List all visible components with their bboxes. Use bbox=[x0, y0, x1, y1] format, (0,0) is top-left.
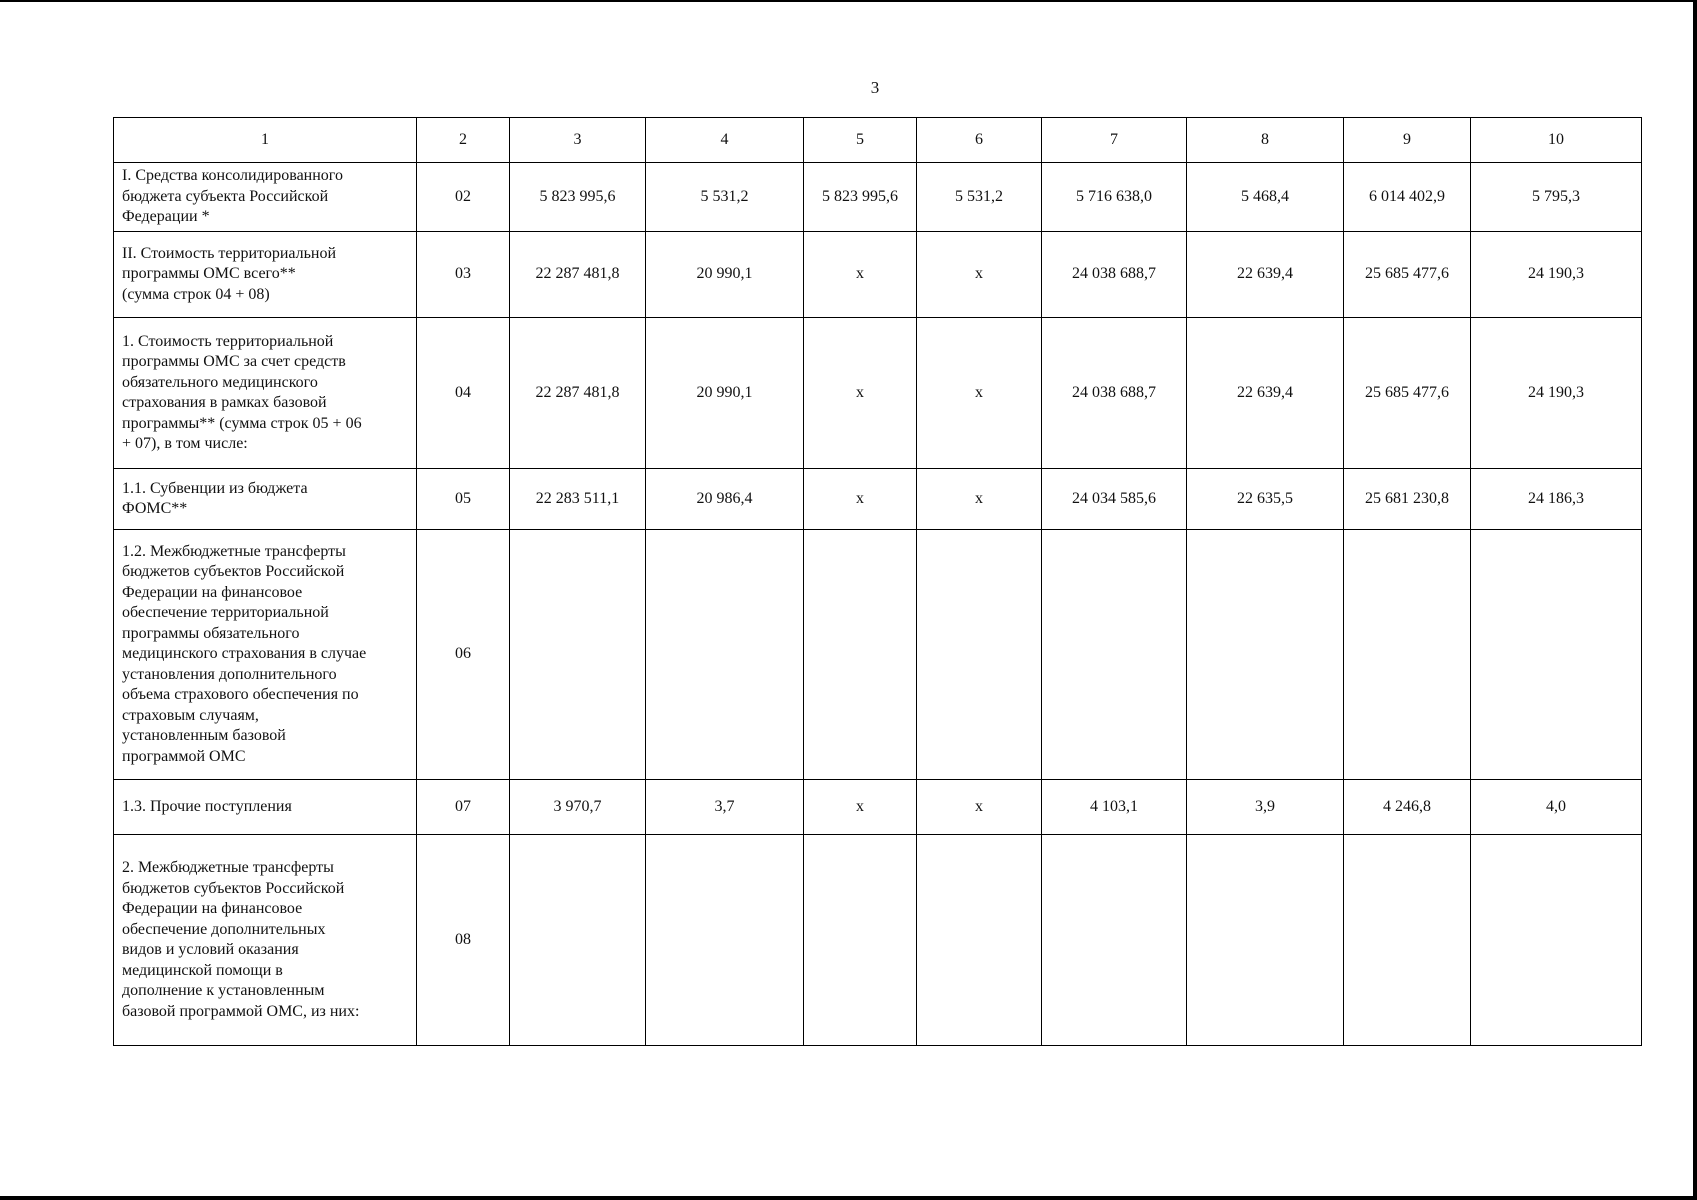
row-code: 06 bbox=[417, 530, 510, 780]
table-row bbox=[114, 318, 1642, 469]
value-cell: 3,9 bbox=[1187, 780, 1344, 835]
value-cell bbox=[1042, 835, 1187, 1046]
value-cell: 25 685 477,6 bbox=[1344, 318, 1471, 469]
value-cell bbox=[804, 835, 917, 1046]
table-row bbox=[114, 163, 1642, 232]
page-number: 3 bbox=[870, 78, 880, 97]
header-cell: 2 bbox=[417, 118, 510, 163]
row-code: 04 bbox=[417, 318, 510, 469]
row-label: II. Стоимость территориальной программы ОМС всего** (сумма строк 04 + 08) bbox=[114, 232, 417, 318]
value-cell: 24 190,3 bbox=[1471, 232, 1642, 318]
value-cell bbox=[646, 530, 804, 780]
value-cell: 22 639,4 bbox=[1187, 318, 1344, 469]
value-cell: 25 681 230,8 bbox=[1344, 469, 1471, 530]
value-cell bbox=[1471, 835, 1642, 1046]
table-row bbox=[114, 469, 1642, 530]
value-cell: 22 287 481,8 bbox=[510, 232, 646, 318]
table-row bbox=[114, 530, 1642, 780]
header-cell: 4 bbox=[646, 118, 804, 163]
value-cell bbox=[1344, 835, 1471, 1046]
value-cell: 22 283 511,1 bbox=[510, 469, 646, 530]
value-cell: х bbox=[804, 318, 917, 469]
scan-border-right bbox=[1693, 0, 1697, 1200]
row-label: 1. Стоимость территориальной программы ОМС за счет средств обязательного медицинского страхования в рамках базовой программы** (сумма строк 05 + 06 + 07), в том числе: bbox=[114, 318, 417, 469]
value-cell: 20 986,4 bbox=[646, 469, 804, 530]
value-cell: х bbox=[804, 469, 917, 530]
value-cell bbox=[1042, 530, 1187, 780]
header-cell: 10 bbox=[1471, 118, 1642, 163]
value-cell: 5 468,4 bbox=[1187, 163, 1344, 232]
value-cell bbox=[804, 530, 917, 780]
header-cell: 6 bbox=[917, 118, 1042, 163]
value-cell bbox=[1471, 530, 1642, 780]
header-cell: 8 bbox=[1187, 118, 1344, 163]
value-cell bbox=[646, 835, 804, 1046]
value-cell bbox=[917, 530, 1042, 780]
value-cell: 24 186,3 bbox=[1471, 469, 1642, 530]
financial-table bbox=[113, 117, 1642, 1046]
value-cell: х bbox=[917, 469, 1042, 530]
value-cell: 22 635,5 bbox=[1187, 469, 1344, 530]
value-cell: 3 970,7 bbox=[510, 780, 646, 835]
value-cell: х bbox=[804, 232, 917, 318]
table-row bbox=[114, 835, 1642, 1046]
value-cell: 22 287 481,8 bbox=[510, 318, 646, 469]
value-cell: 20 990,1 bbox=[646, 232, 804, 318]
row-code: 05 bbox=[417, 469, 510, 530]
value-cell: 5 716 638,0 bbox=[1042, 163, 1187, 232]
value-cell bbox=[1187, 835, 1344, 1046]
value-cell: 5 823 995,6 bbox=[510, 163, 646, 232]
row-label: 2. Межбюджетные трансферты бюджетов субъектов Российской Федерации на финансовое обеспечение дополнительных видов и условий оказания медицинской помощи в дополнение к установленным базовой программой ОМС, из них: bbox=[114, 835, 417, 1046]
header-cell: 7 bbox=[1042, 118, 1187, 163]
scan-border-bottom bbox=[0, 1196, 1697, 1200]
value-cell: 4 246,8 bbox=[1344, 780, 1471, 835]
value-cell: х bbox=[917, 780, 1042, 835]
value-cell bbox=[1344, 530, 1471, 780]
row-code: 02 bbox=[417, 163, 510, 232]
value-cell: 3,7 bbox=[646, 780, 804, 835]
header-cell: 3 bbox=[510, 118, 646, 163]
value-cell: 25 685 477,6 bbox=[1344, 232, 1471, 318]
value-cell: 5 823 995,6 bbox=[804, 163, 917, 232]
row-label: I. Средства консолидированного бюджета субъекта Российской Федерации * bbox=[114, 163, 417, 232]
value-cell: х bbox=[917, 318, 1042, 469]
table-row bbox=[114, 232, 1642, 318]
row-label: 1.1. Субвенции из бюджета ФОМС** bbox=[114, 469, 417, 530]
row-code: 03 bbox=[417, 232, 510, 318]
value-cell: 4 103,1 bbox=[1042, 780, 1187, 835]
header-cell: 9 bbox=[1344, 118, 1471, 163]
value-cell: 20 990,1 bbox=[646, 318, 804, 469]
value-cell: 24 034 585,6 bbox=[1042, 469, 1187, 530]
value-cell: 5 531,2 bbox=[917, 163, 1042, 232]
table-header-row bbox=[114, 118, 1642, 163]
row-label: 1.2. Межбюджетные трансферты бюджетов субъектов Российской Федерации на финансовое обеспечение территориальной программы обязательного медицинского страхования в случае установления дополнительного объема страхового обеспечения по страховым случаям, установленным базовой программой ОМС bbox=[114, 530, 417, 780]
row-code: 07 bbox=[417, 780, 510, 835]
row-code: 08 bbox=[417, 835, 510, 1046]
value-cell: 24 038 688,7 bbox=[1042, 232, 1187, 318]
value-cell: 4,0 bbox=[1471, 780, 1642, 835]
value-cell: х bbox=[917, 232, 1042, 318]
value-cell: 6 014 402,9 bbox=[1344, 163, 1471, 232]
table-row bbox=[114, 780, 1642, 835]
value-cell: 24 190,3 bbox=[1471, 318, 1642, 469]
value-cell bbox=[1187, 530, 1344, 780]
value-cell bbox=[917, 835, 1042, 1046]
value-cell: 5 795,3 bbox=[1471, 163, 1642, 232]
header-cell: 1 bbox=[114, 118, 417, 163]
row-label: 1.3. Прочие поступления bbox=[114, 780, 417, 835]
value-cell bbox=[510, 835, 646, 1046]
value-cell bbox=[510, 530, 646, 780]
value-cell: 24 038 688,7 bbox=[1042, 318, 1187, 469]
value-cell: 22 639,4 bbox=[1187, 232, 1344, 318]
scan-border-top bbox=[0, 0, 1697, 2]
value-cell: х bbox=[804, 780, 917, 835]
header-cell: 5 bbox=[804, 118, 917, 163]
value-cell: 5 531,2 bbox=[646, 163, 804, 232]
